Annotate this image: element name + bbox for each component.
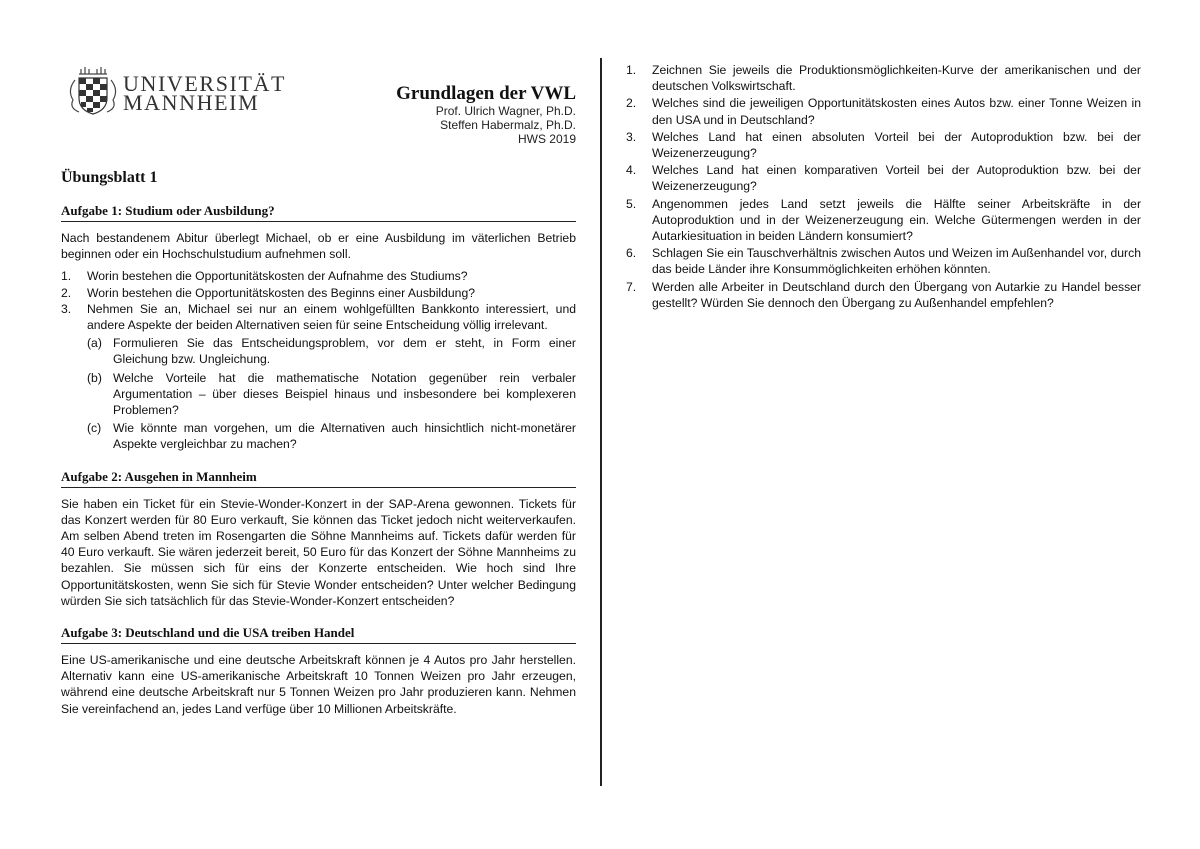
right-column	[626, 62, 1141, 312]
author-1: Prof. Ulrich Wagner, Ph.D.	[435, 104, 576, 118]
question-text: Worin bestehen die Opportunitätskosten des Beginns einer Ausbildung?	[87, 285, 475, 300]
subquestions	[87, 335, 576, 452]
question-item	[626, 196, 1141, 245]
question-text: Welches Land hat einen komparativen Vorteil bei der Autoproduktion bzw. bei der Weizenerzeugung?	[652, 163, 1141, 194]
question-item	[626, 245, 1141, 277]
question-text: Worin bestehen die Opportunitätskosten der Aufnahme des Studiums?	[87, 269, 468, 284]
logo-line-1: UNIVERSITÄT	[123, 71, 287, 96]
course-title: Grundlagen der VWL	[396, 83, 576, 104]
subquestion-item	[87, 420, 576, 452]
subquestion-number: (b)	[87, 370, 102, 385]
university-name	[123, 71, 287, 115]
subquestion-number: (c)	[87, 421, 102, 436]
document-header	[61, 62, 576, 162]
question-item	[626, 162, 1141, 194]
task-1-intro: Nach bestandenem Abitur überlegt Michael, ob er eine Ausbildung im väterlichen Betrieb beginnen oder ein Hochschulstudium aufnehmen soll.	[61, 231, 576, 262]
question-number: 2.	[626, 96, 637, 111]
question-number: 2.	[61, 285, 72, 300]
question-text: Nehmen Sie an, Michael sei nur an einem wohlgefüllten Bankkonto interessiert, und andere Aspekte der beiden Alternativen seien für seine Entscheidung völlig irrelevant.	[87, 301, 576, 333]
left-column	[61, 62, 576, 717]
task-1-questions	[61, 268, 576, 452]
question-item	[626, 62, 1141, 94]
task-2-heading: Aufgabe 2: Ausgehen in Mannheim	[61, 469, 576, 488]
question-number: 7.	[626, 279, 637, 294]
question-number: 4.	[626, 163, 637, 178]
question-number: 3.	[61, 301, 72, 316]
subquestion-item	[87, 335, 576, 367]
subquestion-item	[87, 370, 576, 419]
crest-icon	[65, 66, 121, 118]
task-3-questions	[626, 62, 1141, 311]
subquestion-text: Welche Vorteile hat die mathematische Notation gegenüber rein verbaler Argumentation – über dieses Beispiel hinaus und insbesondere bei komplexeren Problemen?	[113, 370, 576, 418]
university-logo	[61, 62, 291, 122]
question-number: 5.	[626, 196, 637, 211]
task-1	[61, 203, 576, 453]
task-3	[61, 625, 576, 717]
task-1-heading: Aufgabe 1: Studium oder Ausbildung?	[61, 203, 576, 222]
question-number: 3.	[626, 129, 637, 144]
question-item	[626, 129, 1141, 161]
task-2-text: Sie haben ein Ticket für ein Stevie-Wonder-Konzert in der SAP-Arena gewonnen. Tickets für das Konzert werden für 80 Euro verkauft, Sie können das Ticket jedoch nicht weiterverkaufen. Am selben Abend treten im Rosengarten die Söhne Mannheims auf. Tickets dafür werden für 40 Euro verkauft. Sie wären jederzeit bereit, 50 Euro für das Konzert der Söhne Mannheims zu bezahlen. Sie müssen sich für eins der Konzerte entscheiden. Wie hoch sind Ihre Opportunitätskosten, wenn Sie sich für Stevie Wonder entscheiden? Unter welcher Bedingung würden Sie sich tatsächlich für das Stevie-Wonder-Konzert entscheiden?	[61, 496, 576, 608]
column-divider	[600, 58, 602, 786]
subquestion-number: (a)	[87, 336, 102, 351]
question-item	[626, 279, 1141, 311]
question-text: Schlagen Sie ein Tauschverhältnis zwischen Autos und Weizen im Außenhandel vor, durch das beide Länder ihre Konsummöglichkeiten erhöhen könnten.	[652, 246, 1141, 277]
task-2	[61, 469, 576, 609]
question-item	[626, 95, 1141, 127]
author-2: Steffen Habermalz, Ph.D.	[440, 118, 576, 132]
question-item	[61, 268, 576, 284]
course-title-block	[396, 84, 576, 146]
question-number: 1.	[626, 63, 637, 77]
question-text: Zeichnen Sie jeweils die Produktionsmöglichkeiten-Kurve der amerikanischen und der deutschen Volkswirtschaft.	[652, 63, 1141, 94]
question-number: 1.	[61, 269, 72, 284]
semester: HWS 2019	[517, 132, 576, 146]
logo-line-2: MANNHEIM	[123, 90, 260, 115]
question-item	[61, 285, 576, 301]
task-3-heading: Aufgabe 3: Deutschland und die USA treiben Handel	[61, 625, 576, 644]
question-text: Welches sind die jeweiligen Opportunitätskosten eines Autos bzw. einer Tonne Weizen in den USA und in Deutschland?	[652, 96, 1141, 127]
question-text: Welches Land hat einen absoluten Vorteil bei der Autoproduktion bzw. bei der Weizenerzeugung?	[652, 129, 1141, 161]
question-text: Angenommen jedes Land setzt jeweils die Hälfte seiner Arbeitskräfte in der Autoproduktion und in der Weizenerzeugung ein. Welche Gütermengen werden in der Autarkiesituation in beiden Ländern konsumiert?	[652, 196, 1141, 244]
question-number: 6.	[626, 246, 637, 261]
subquestion-text: Formulieren Sie das Entscheidungsproblem, vor dem er steht, in Form einer Gleichung bzw. Ungleichung.	[113, 336, 576, 367]
question-text: Werden alle Arbeiter in Deutschland durch den Übergang von Autarkie zu Handel besser gestellt? Würden Sie dennoch den Übergang zu Außenhandel empfehlen?	[652, 279, 1141, 310]
sheet-title: Übungsblatt 1	[61, 169, 158, 186]
subquestion-text: Wie könnte man vorgehen, um die Alternativen auch hinsichtlich nicht-monetärer Aspekte vergleichbar zu machen?	[113, 421, 576, 452]
task-3-text: Eine US-amerikanische und eine deutsche Arbeitskraft können je 4 Autos pro Jahr herstellen. Alternativ kann eine US-amerikanische Arbeitskraft 10 Tonnen Weizen pro Jahr erzeugen, während eine deutsche Arbeitskraft nur 5 Tonnen Weizen pro Jahr produzieren kann. Nehmen Sie vereinfachend an, jedes Land verfüge über 10 Millionen Arbeitskräfte.	[61, 653, 576, 716]
question-item	[61, 301, 576, 453]
